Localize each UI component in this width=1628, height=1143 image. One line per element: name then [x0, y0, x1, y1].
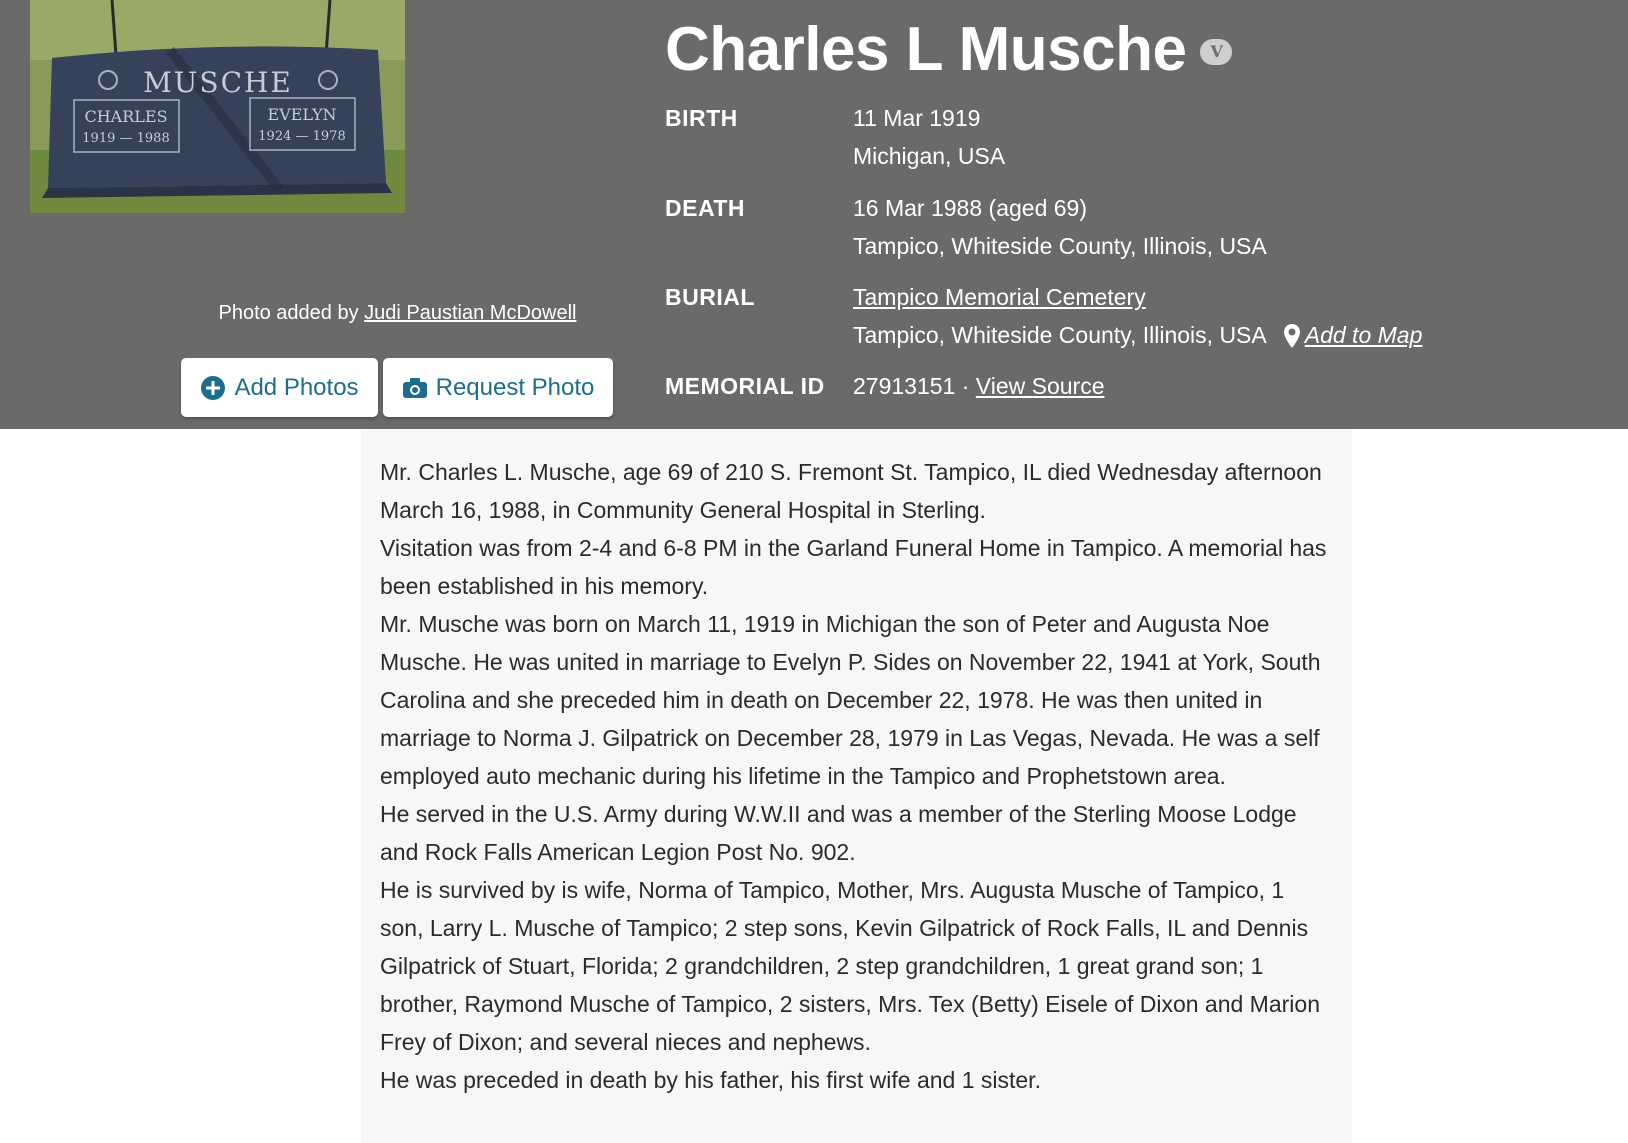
photo-contributor-link[interactable]: Judi Paustian McDowell	[364, 302, 577, 324]
stone-left-name: CHARLES	[84, 107, 168, 126]
add-photos-label: Add Photos	[234, 373, 359, 401]
burial-label: BURIAL	[665, 284, 755, 310]
headstone-photo[interactable]	[30, 0, 405, 213]
stone-right-name: EVELYN	[267, 105, 337, 124]
cemetery-link[interactable]: Tampico Memorial Cemetery	[853, 284, 1146, 310]
memorial-id-row	[853, 373, 1105, 400]
bio-paragraph: Mr. Charles L. Musche, age 69 of 210 S. Fremont St. Tampico, IL died Wednesday afternoon March 16, 1988, in Community General Hospital in Sterling.	[380, 459, 1322, 523]
birth-date: 11 Mar 1919	[853, 105, 981, 131]
bio-paragraph: Visitation was from 2-4 and 6-8 PM in the Garland Funeral Home in Tampico. A memorial has been established in his memory.	[380, 535, 1327, 599]
burial-place-row	[853, 322, 1422, 349]
stone-right-years: 1924 — 1978	[258, 129, 346, 144]
page-title	[665, 14, 1232, 85]
id-separator: ·	[955, 373, 976, 399]
stone-family-text: MUSCHE	[143, 66, 293, 99]
map-pin-icon	[1283, 323, 1301, 349]
bio-paragraph: Mr. Musche was born on March 11, 1919 in Michigan the son of Peter and Augusta Noe Musche. He was united in marriage to Evelyn P. Sides on November 22, 1941 at York, South Carolina and she preceded him in death on December 22, 1978. He was then united in marriage to Norma J. Gilpatrick on December 28, 1979 in Las Vegas, Nevada. He was a self employed auto mechanic during his lifetime in the Tampico and Prophetstown area.	[380, 611, 1321, 789]
birth-label: BIRTH	[665, 105, 738, 131]
bio-paragraph: He served in the U.S. Army during W.W.II and was a member of the Sterling Moose Lodge and Rock Falls American Legion Post No. 902.	[380, 801, 1297, 865]
birth-place: Michigan, USA	[853, 143, 1006, 169]
stone-left-years: 1919 — 1988	[82, 131, 170, 146]
biography	[361, 429, 1352, 1143]
death-place: Tampico, Whiteside County, Illinois, USA	[853, 233, 1267, 259]
request-photo-label: Request Photo	[435, 373, 595, 401]
add-to-map-link[interactable]: Add to Map	[1304, 322, 1423, 348]
burial-place: Tampico, Whiteside County, Illinois, USA	[853, 322, 1267, 348]
bio-paragraph: He was preceded in death by his father, his first wife and 1 sister.	[380, 1067, 1041, 1093]
add-to-map[interactable]	[1283, 322, 1423, 349]
verified-badge-icon[interactable]: V	[1200, 39, 1232, 65]
death-date: 16 Mar 1988 (aged 69)	[853, 195, 1087, 221]
memorial-name: Charles L Musche	[665, 15, 1187, 84]
memorial-header	[0, 0, 1628, 429]
camera-icon	[402, 377, 428, 399]
add-photos-button[interactable]	[181, 358, 378, 417]
plus-circle-icon	[200, 375, 226, 401]
request-photo-button[interactable]	[383, 358, 613, 417]
photo-caption	[180, 302, 615, 325]
photo-caption-prefix: Photo added by	[218, 302, 365, 324]
view-source-link[interactable]: View Source	[975, 373, 1105, 399]
death-label: DEATH	[665, 195, 746, 221]
memorial-id-label: MEMORIAL ID	[665, 373, 825, 399]
bio-paragraph: He is survived by is wife, Norma of Tampico, Mother, Mrs. Augusta Musche of Tampico, 1 son, Larry L. Musche of Tampico; 2 step sons, Kevin Gilpatrick of Rock Falls, IL and Dennis Gilpatrick of Stuart, Florida; 2 grandchildren, 2 step grandchildren, 1 great grand son; 1 brother, Raymond Musche of Tampico, 2 sisters, Mrs. Tex (Betty) Eisele of Dixon and Marion Frey of Dixon; and several nieces and nephews.	[380, 877, 1320, 1055]
cemetery-value	[853, 284, 1146, 311]
memorial-id-value: 27913151	[853, 373, 956, 399]
